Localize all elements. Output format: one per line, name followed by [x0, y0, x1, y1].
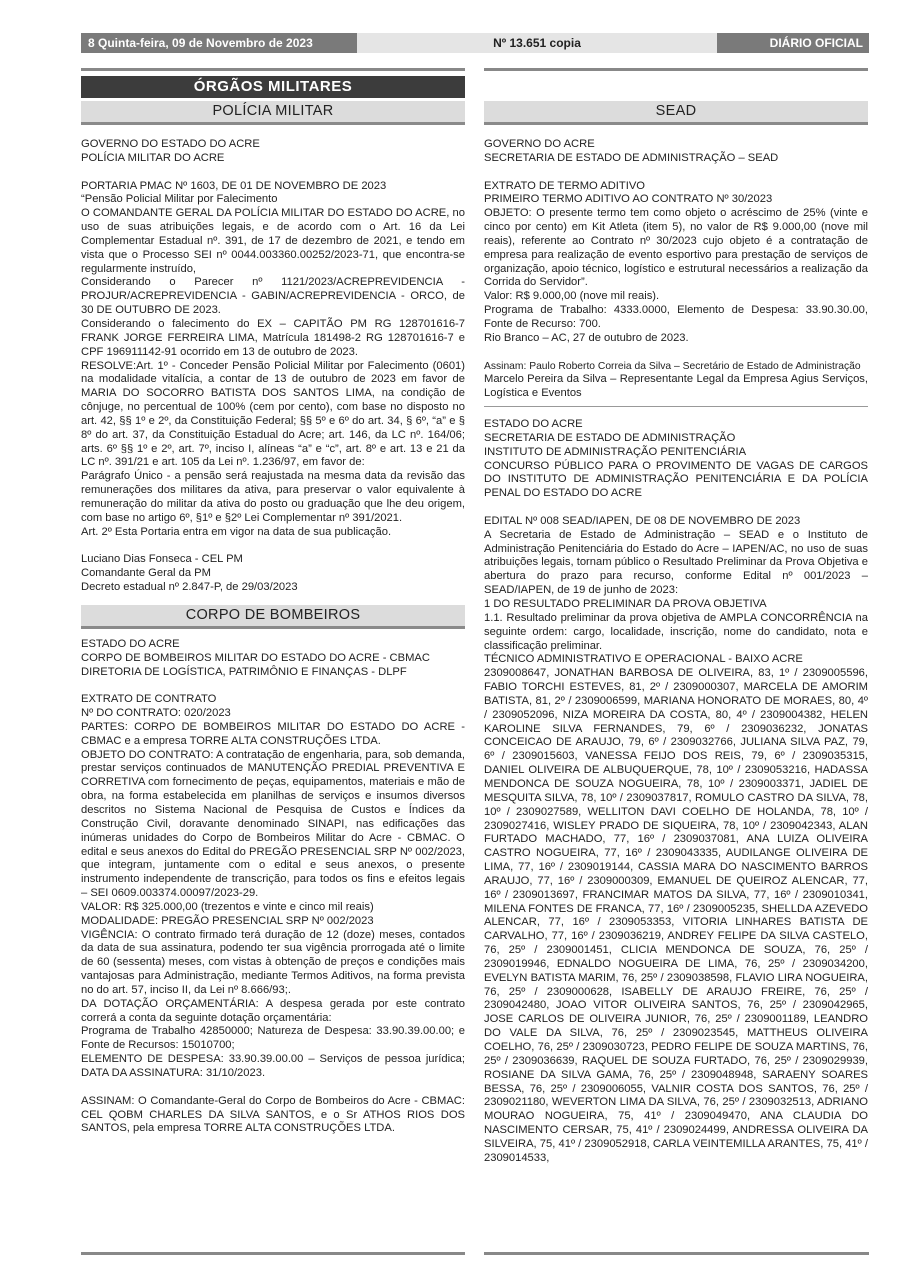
- paragraph: A Secretaria de Estado de Administração – SEAD e o Instituto de Administração Penitenciária do Estado do Acre – IAPEN/AC, no uso de suas atribuições legais, tornam público o Resultado Preliminar da Prova Objetiva e abertura do prazo para recurso, conforme Edital nº 001/2023 – SEAD/IAPEN, de 19 de junho de 2023:: [484, 528, 868, 597]
- org-line: DIRETORIA DE LOGÍSTICA, PATRIMÔNIO E FINANÇAS - DLPF: [81, 665, 407, 678]
- org-line: SECRETARIA DE ESTADO DE ADMINISTRAÇÃO – SEAD: [484, 151, 779, 164]
- paragraph: Programa de Trabalho: 4333.0000, Elemento de Despesa: 33.90.30.00, Fonte de Recurso: 700.: [484, 304, 868, 330]
- left-column: [81, 68, 465, 1136]
- portaria-title: PORTARIA PMAC Nº 1603, DE 01 DE NOVEMBRO DE 2023: [81, 179, 387, 192]
- paragraph: Rio Branco – AC, 27 de outubro de 2023.: [484, 331, 689, 344]
- gov-line: GOVERNO DO ESTADO DO ACRE: [81, 138, 260, 150]
- section-heading-sead: SEAD: [484, 101, 868, 125]
- right-column: [484, 68, 868, 1166]
- org-line: INSTITUTO DE ADMINISTRAÇÃO PENITENCIÁRIA: [484, 445, 747, 458]
- gov-line: GOVERNO DO ACRE: [484, 138, 595, 150]
- paragraph: ELEMENTO DE DESPESA: 33.90.39.00.00 – Serviços de pessoa jurídica; DATA DA ASSINATURA: 31/10/2023.: [81, 1053, 465, 1079]
- paragraph: OBJETO DO CONTRATO: A contratação de engenharia, para, sob demanda, prestar serviços continuados de MANUTENÇÃO PREDIAL PREVENTIVA E CORRETIVA com fornecimento de peças, equipamentos, materiais e mão de obra, na forma estabelecida em planilhas de serviços e insumos diversos descritos no Sistema Nacional de Pesquisa de Custos e Índices da Construção Civil, doravante denominado SINAPI, nas edificações das inúmeras unidades do Corpo de Bombeiros Militar do Acre - CBMAC. O edital e seus anexos do Edital do PREGÃO PRESENCIAL SRP Nº 002/2023, que integram, juntamente com o edital e seus anexos, o presente instrumento independente de transcrição, para todos os fins e efeitos legais – SEI 0609.003374.00097/2023-29.: [81, 748, 465, 900]
- org-line: SECRETARIA DE ESTADO DE ADMINISTRAÇÃO: [484, 431, 736, 444]
- bottom-rule: [81, 1252, 465, 1255]
- org-line: ESTADO DO ACRE: [81, 637, 180, 650]
- paragraph: Programa de Trabalho 42850000; Natureza de Despesa: 33.90.39.00.00; e Fonte de Recursos: 15010700;: [81, 1025, 465, 1052]
- paragraph: ASSINAM: O Comandante-Geral do Corpo de Bombeiros do Acre - CBMAC: CEL QOBM CHARLES DA SILVA SANTOS, e o Sr ATHOS RIOS DOS SANTOS, pela empresa TORRE ALTA CONSTRUÇÕES LTDA.: [81, 1094, 465, 1135]
- top-rule: [81, 68, 465, 71]
- header-publication: DIÁRIO OFICIAL: [717, 33, 869, 53]
- org-line: ESTADO DO ACRE: [484, 418, 583, 431]
- paragraph: Art. 2º Esta Portaria entra em vigor na data de sua publicação.: [81, 525, 392, 538]
- section-heading-pm: POLÍCIA MILITAR: [81, 101, 465, 125]
- header-edition: Nº 13.651 copia: [357, 33, 717, 53]
- section-banner: ÓRGÃOS MILITARES: [81, 76, 465, 98]
- subsection-title: 1 DO RESULTADO PRELIMINAR DA PROVA OBJETIVA: [484, 598, 767, 610]
- signature-role: Comandante Geral da PM: [81, 567, 211, 580]
- paragraph: OBJETO: O presente termo tem como objeto o acréscimo de 25% (vinte e cinco por cento) em Kit Atleta (item 5), no valor de R$ 9.000,00 (nove mil reais), referente ao Contrato nº 30/2023 cujo objeto é a contratação de empresa para realização de evento esportivo para prestação de serviços de organização, apoio técnico, logístico e estrutural necessários a realização da Corrida do Servidor”.: [484, 207, 868, 289]
- org-line: CORPO DE BOMBEIROS MILITAR DO ESTADO DO ACRE - CBMAC: [81, 651, 430, 664]
- results-list: 2309008647, JONATHAN BARBOSA DE OLIVEIRA, 83, 1º / 2309005596, FABIO TORCHI ESTEVES, 81, 2º / 2309000307, MARCELA DE AMORIM BATISTA, 81, 2º / 2309006599, MARIANA HONORATO DE MORAES, 80, 4º / 2309052096, NIZA MOREIRA DA COSTA, 80, 4º / 2309004382, HELEN KAROLINE SILVA FERNANDES, 79, 6º / 2309036232, JONATAS CONCEICAO DE ARAUJO, 79, 6º / 2309032766, JULIANA SILVA PAZ, 79, 6º / 2309015603, VANESSA FEIJO DOS REIS, 79, 6º / 2309035315, DANIEL OLIVEIRA DE ALBUQUERQUE, 78, 10º / 2309053216, HADASSA MENDONCA DE SOUZA NOGUEIRA, 78, 10º / 2309003371, JADIEL DE MESQUITA SILVA, 78, 10º / 2309037817, ROMULO CASTRO DA SILVA, 78, 10º / 2309027589, WELLITON DAVI COELHO DE HOLANDA, 78, 10º / 2309027416, WISLEY PRADO DE SIQUEIRA, 78, 10º / 2309042343, ALAN FURTADO MACHADO, 77, 16º / 2309037081, ANA LUIZA OLIVEIRA CASTRO NOGUEIRA, 77, 16º / 2309043335, AUDILANGE OLIVEIRA DE LIMA, 77, 16º / 2309019144, CASSIA MARA DO NASCIMENTO BARROS ARAUJO, 77, 16º / 2309000309, EMANUEL DE QUEIROZ ALENCAR, 77, 16º / 2309013697, FRANCIMAR MATOS DA SILVA, 77, 16º / 2309010341, MILENA FONTES DE FRANCA, 77, 16º / 2309005235, SHELLDA AZEVEDO ALENCAR, 77, 16º / 2309053353, VITORIA LINHARES BATISTA DE CARVALHO, 77, 16º / 2309036219, ANDREY FELIPE DA SILVA CASTELO, 76, 25º / 2309001451, CLICIA MENDONCA DE SOUZA, 76, 25º / 2309019946, EDNALDO NOGUEIRA DE LIMA, 76, 25º / 2309034200, EVELYN BATISTA MARIM, 76, 25º / 2309038598, FLAVIO LIRA NOGUEIRA, 76, 25º / 2309000628, ISABELLY DE ARAUJO FREIRE, 76, 25º / 2309042480, JOAO VITOR OLIVEIRA SANTOS, 76, 25º / 2309042965, JOSE CARLOS DE OLIVEIRA JUNIOR, 76, 25º / 2309001189, LEANDRO DO VALE DA SILVA, 76, 25º / 2309023545, MATTHEUS OLIVEIRA COELHO, 76, 25º / 2309030723, PEDRO FELIPE DE SOUZA MARTINS, 76, 25º / 2309036639, RAQUEL DE SOUZA FURTADO, 76, 25º / 2309029939, ROSIANE DA SILVA GAMA, 76, 25º / 2309048948, SARAENY SOARES BESSA, 76, 25º / 2309006055, VALNIR COSTA DOS SANTOS, 76, 25º / 2309021180, WEVERTON LIMA DA SILVA, 76, 25º / 2309032513, ADRIANO MOURAO NOGUEIRA, 75, 41º / 2309049470, ANA CLAUDIA DO NASCIMENTO CERSAR, 75, 41º / 2309024499, ANDRESSA OLIVEIRA DA SILVEIRA, 75, 41º / 2309052918, CARLA VEINTEMILLA ARANTES, 75, 41º / 2309014533,: [484, 667, 868, 1164]
- paragraph: Considerando o Parecer nº 1121/2023/ACREPREVIDENCIA - PROJUR/ACREPREVIDENCIA - GABIN/ACREPREVIDENCIA - ORCO, de 30 DE OUTUBRO DE 2023.: [81, 276, 465, 317]
- signatory: Assinam: Paulo Roberto Correia da Silva – Secretário de Estado de Administração: [484, 360, 861, 372]
- paragraph: DA DOTAÇÃO ORÇAMENTÁRIA: A despesa gerada por este contrato correrá a conta da seguinte dotação orçamentária:: [81, 997, 465, 1024]
- subsection-title: TÉCNICO ADMINISTRATIVO E OPERACIONAL - BAIXO ACRE: [484, 653, 803, 666]
- paragraph: Parágrafo Único - a pensão será reajustada na mesma data da revisão das remunerações dos militares da ativa, para preservar o valor equivalente à remuneração do militar da ativa do posto ou graduação que lhe deu origem, com base no artigo 6º, §1º e §2º Lei Complementar nº 391/2021.: [81, 470, 465, 524]
- extract-title: EXTRATO DE TERMO ADITIVO: [484, 179, 645, 192]
- divider: [484, 406, 868, 407]
- paragraph: VIGÊNCIA: O contrato firmado terá duração de 12 (doze) meses, contados da data de sua assinatura, podendo ter sua vigência prorrogada até o limite de 60 (sessenta) meses, com vistas à obtenção de preços e condições mais vantajosas para Administração, mediante Termos Aditivos, na forma prevista no do art. 57, inciso II, da Lei nº 8.666/93;.: [81, 928, 465, 996]
- page-header: [81, 33, 869, 53]
- org-line: POLÍCIA MILITAR DO ACRE: [81, 151, 225, 164]
- extract-title: EXTRATO DE CONTRATO: [81, 693, 217, 706]
- paragraph: O COMANDANTE GERAL DA POLÍCIA MILITAR DO ESTADO DO ACRE, no uso de suas atribuições legais, e de acordo com o Art. 16 da Lei Complementar Estadual nº. 391, de 17 de dezembro de 2021, e tendo em vista que o Processo SEI nº 0044.003360.00252/2023-71, que encontra-se regularmente instruído,: [81, 207, 465, 275]
- contract-number: Nº DO CONTRATO: 020/2023: [81, 707, 231, 720]
- signatory: Marcelo Pereira da Silva – Representante Legal da Empresa Agius Serviços, Logística e Eventos: [484, 373, 868, 400]
- paragraph: MODALIDADE: PREGÃO PRESENCIAL SRP Nº 002/2023: [81, 914, 374, 927]
- signature-name: Luciano Dias Fonseca - CEL PM: [81, 553, 243, 566]
- portaria-subject: “Pensão Policial Militar por Falecimento: [81, 193, 278, 206]
- paragraph: 1.1. Resultado preliminar da prova objetiva de AMPLA CONCORRÊNCIA na seguinte ordem: cargo, localidade, inscrição, nome do candidato, nota e classificação preliminar.: [484, 611, 868, 652]
- extract-subtitle: PRIMEIRO TERMO ADITIVO AO CONTRATO Nº 30/2023: [484, 193, 773, 206]
- paragraph: PARTES: CORPO DE BOMBEIROS MILITAR DO ESTADO DO ACRE - CBMAC e a empresa TORRE ALTA CONSTRUÇÕES LTDA.: [81, 720, 465, 747]
- paragraph: Valor: R$ 9.000,00 (nove mil reais).: [484, 290, 660, 303]
- edital-title: EDITAL Nº 008 SEAD/IAPEN, DE 08 DE NOVEMBRO DE 2023: [484, 514, 801, 527]
- paragraph: RESOLVE:Art. 1º - Conceder Pensão Policial Militar por Falecimento (0601) na modalidade vitalícia, a contar de 13 de outubro de 2023 em favor de MARIA DO SOCORRO BATISTA DOS SANTOS LIMA, na condição de cônjuge, no percentual de 100% (cem por cento), com base no disposto no art. 42, §§ 1º e 2º, da Constituição Federal; §§ 5º e 6º do art. 34, § 6º, “a” e § 8º do art. 37, da Constituição Estadual do Acre; art. 146, da LC nº. 164/06; arts. 6º §§ 1º e 2º, art. 7º, inciso I, alíneas “a” e “c”, art. 8º e art. 13 e 21 da LC nº. 391/21 e art. 105 da Lei nº. 1.236/97, em favor de:: [81, 359, 465, 469]
- bottom-rule: [484, 1252, 869, 1255]
- header-date: 8 Quinta-feira, 09 de Novembro de 2023: [81, 33, 357, 53]
- contest-title: CONCURSO PÚBLICO PARA O PROVIMENTO DE VAGAS DE CARGOS DO INSTITUTO DE ADMINISTRAÇÃO PENITENCIÁRIA E DA POLÍCIA PENAL DO ESTADO DO ACRE: [484, 459, 868, 500]
- paragraph: Considerando o falecimento do EX – CAPITÃO PM RG 128701616-7 FRANK JORGE FERREIRA LIMA, Matrícula 181498-2 RG 128701616-7 e CPF 196911142-91 ocorrido em 13 de outubro de 2023.: [81, 317, 465, 358]
- section-heading-cb: CORPO DE BOMBEIROS: [81, 605, 465, 629]
- signature-decree: Decreto estadual nº 2.847-P, de 29/03/2023: [81, 581, 298, 593]
- paragraph: VALOR: R$ 325.000,00 (trezentos e vinte e cinco mil reais): [81, 900, 374, 913]
